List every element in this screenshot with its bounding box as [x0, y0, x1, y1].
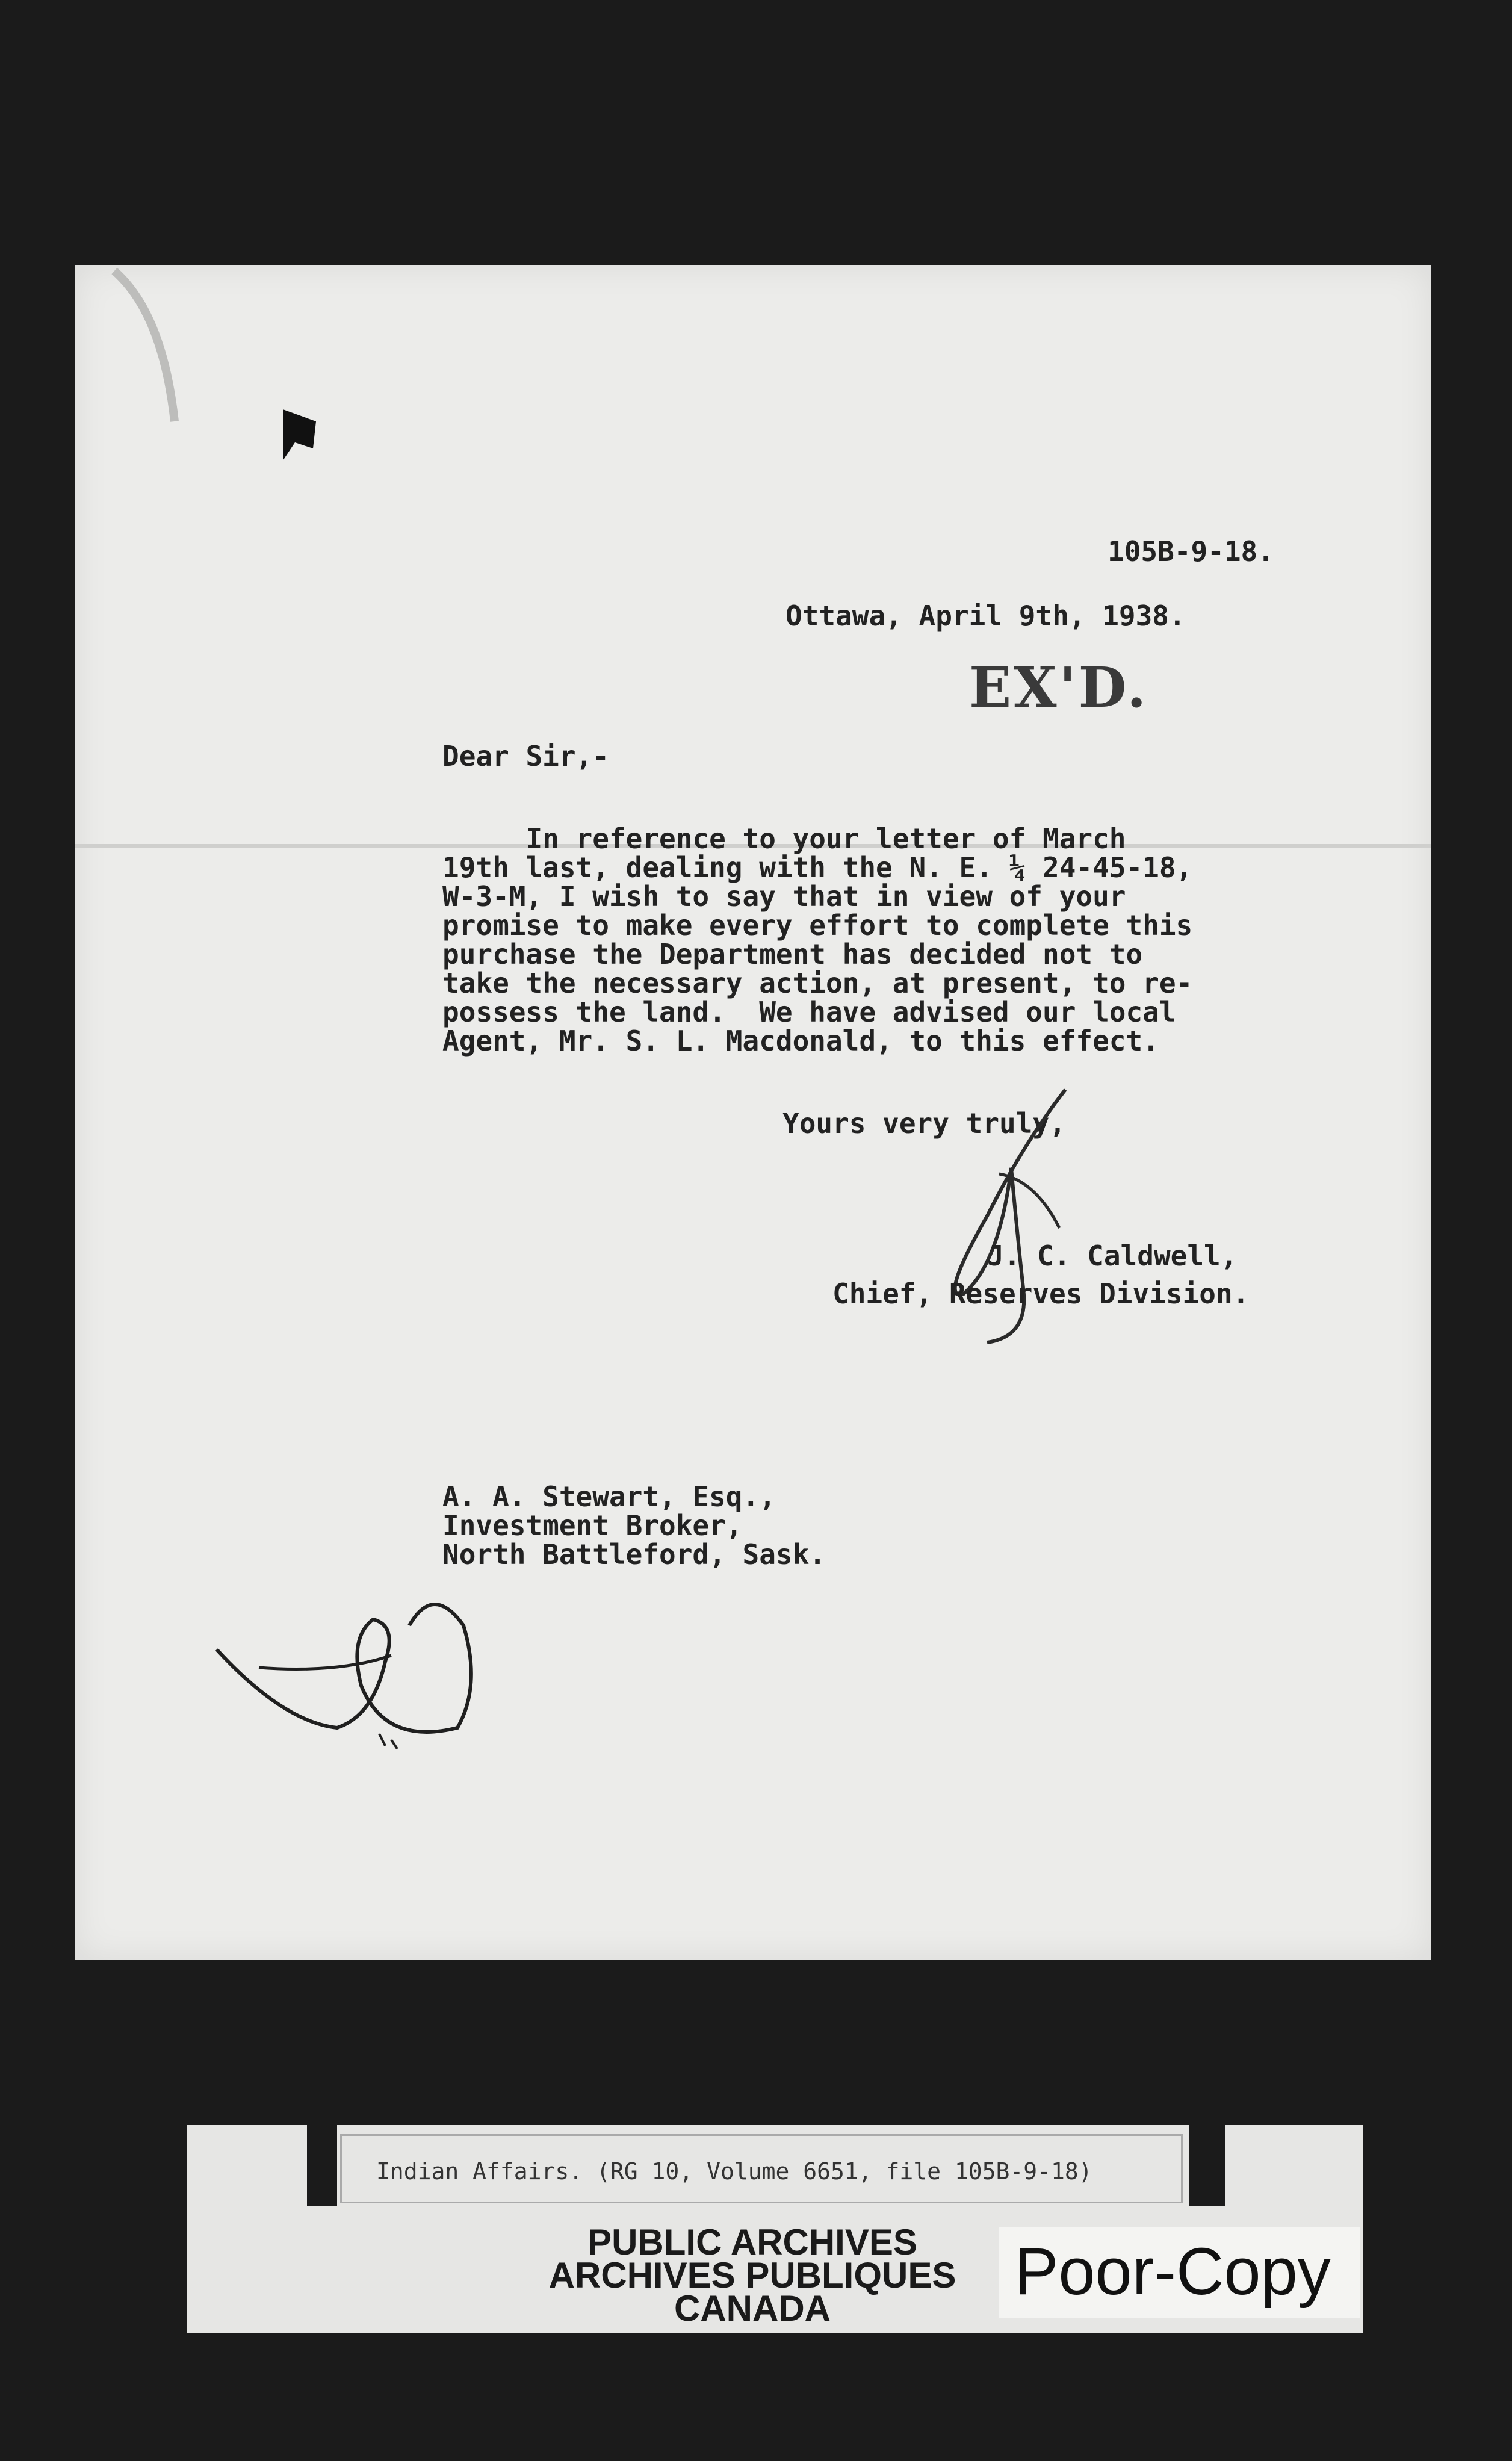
addressee-line: A. A. Stewart, Esq.,: [442, 1480, 776, 1513]
addressee-line: Investment Broker,: [442, 1509, 743, 1542]
body-line: take the necessary action, at present, to re-: [442, 967, 1193, 999]
label-notch-left: [307, 2125, 337, 2206]
file-number: 105B-9-18.: [1108, 535, 1274, 568]
body-line: promise to make every effort to complete this: [442, 909, 1193, 942]
body-line: W-3-M, I wish to say that in view of your: [442, 880, 1126, 913]
archive-name-en: PUBLIC ARCHIVES: [587, 2222, 917, 2262]
closing: Yours very truly,: [782, 1107, 1066, 1140]
archive-citation: Indian Affairs. (RG 10, Volume 6651, file 105B-9-18): [376, 2158, 1092, 2185]
date-line: Ottawa, April 9th, 1938.: [785, 600, 1186, 632]
examined-stamp: EX'D.: [969, 655, 1149, 720]
body-line: In reference to your letter of March: [442, 822, 1126, 855]
addressee-line: North Battleford, Sask.: [442, 1538, 826, 1571]
salutation: Dear Sir,-: [442, 740, 609, 772]
signer-name: J. C. Caldwell,: [987, 1240, 1238, 1272]
body-line: purchase the Department has decided not to: [442, 938, 1143, 970]
signer-title: Chief, Reserves Division.: [832, 1277, 1250, 1310]
label-notch-right: [1189, 2125, 1225, 2206]
poor-copy-note: Poor-Copy: [1014, 2235, 1331, 2309]
body-line: 19th last, dealing with the N. E. ¼ 24-45-18,: [442, 851, 1193, 884]
archive-name-fr: ARCHIVES PUBLIQUES: [548, 2255, 956, 2295]
body-line: Agent, Mr. S. L. Macdonald, to this effect.: [442, 1025, 1159, 1057]
archive-country: CANADA: [674, 2288, 831, 2329]
body-line: possess the land. We have advised our local: [442, 996, 1176, 1028]
